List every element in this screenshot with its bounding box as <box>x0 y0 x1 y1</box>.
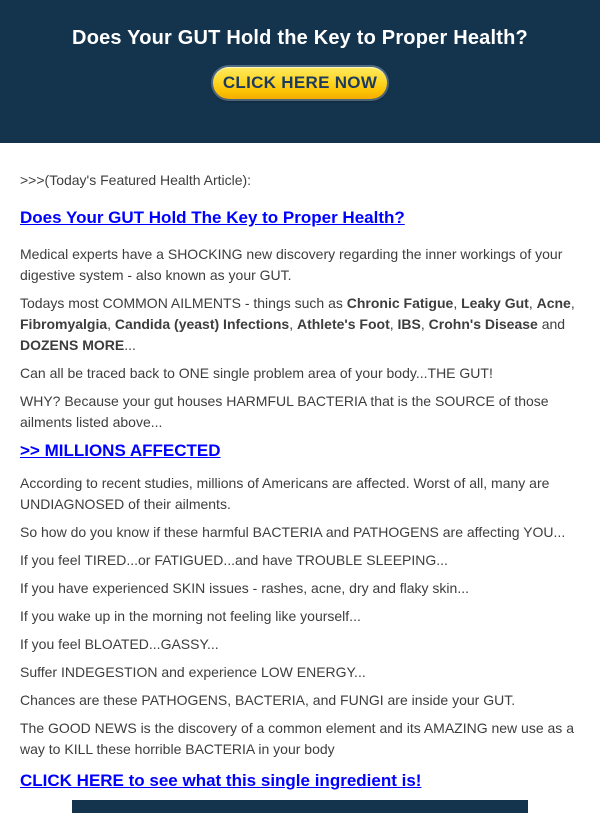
paragraph-chances: Chances are these PATHOGENS, BACTERIA, and FUNGI are inside your GUT. <box>20 692 516 708</box>
paragraph-goodnews: The GOOD NEWS is the discovery of a common element and its AMAZING new use as a way to KILL these horrible BACTERIA in your body <box>20 720 574 757</box>
paragraph-studies: According to recent studies, millions of Americans are affected. Worst of all, many are UNDIAGNOSED of their ailments. <box>20 475 550 512</box>
bottom-bar <box>72 800 528 813</box>
header-title: Does Your GUT Hold the Key to Proper Health? <box>72 27 528 49</box>
paragraph-traced: Can all be traced back to ONE single problem area of your body...THE GUT! <box>20 365 493 381</box>
paragraph-indigestion: Suffer INDEGESTION and experience LOW ENERGY... <box>20 664 366 680</box>
headline-link[interactable]: Does Your GUT Hold The Key to Proper Health? <box>20 208 405 227</box>
millions-affected-link[interactable]: >> MILLIONS AFFECTED <box>20 441 221 460</box>
headline-row <box>20 207 580 229</box>
header-banner <box>0 0 600 143</box>
paragraph-intro: Medical experts have a SHOCKING new discovery regarding the inner workings of your digestive system - also known as your GUT. <box>20 246 563 283</box>
paragraph-ailments: Todays most COMMON AILMENTS - things such as Chronic Fatigue, Leaky Gut, Acne, Fibromyalgia, Candida (yeast) Infections, Athlete's Foot, IBS, Crohn's Disease and DOZENS MORE... <box>20 295 575 353</box>
paragraph-wake: If you wake up in the morning not feeling like yourself... <box>20 608 361 624</box>
single-ingredient-link[interactable]: CLICK HERE to see what this single ingredient is! <box>20 771 422 790</box>
kicker-text: >>>(Today's Featured Health Article): <box>20 172 252 188</box>
article-body <box>0 170 600 792</box>
click-here-now-button[interactable]: CLICK HERE NOW <box>213 67 387 99</box>
paragraph-skin: If you have experienced SKIN issues - rashes, acne, dry and flaky skin... <box>20 580 469 596</box>
paragraph-why: WHY? Because your gut houses HARMFUL BACTERIA that is the SOURCE of those ailments listed above... <box>20 393 549 430</box>
ingredient-cta-row <box>20 770 580 792</box>
paragraph-bloated: If you feel BLOATED...GASSY... <box>20 636 219 652</box>
paragraph-tired: If you feel TIRED...or FATIGUED...and have TROUBLE SLEEPING... <box>20 552 448 568</box>
millions-affected-row <box>20 440 580 462</box>
paragraph-how: So how do you know if these harmful BACTERIA and PATHOGENS are affecting YOU... <box>20 524 566 540</box>
